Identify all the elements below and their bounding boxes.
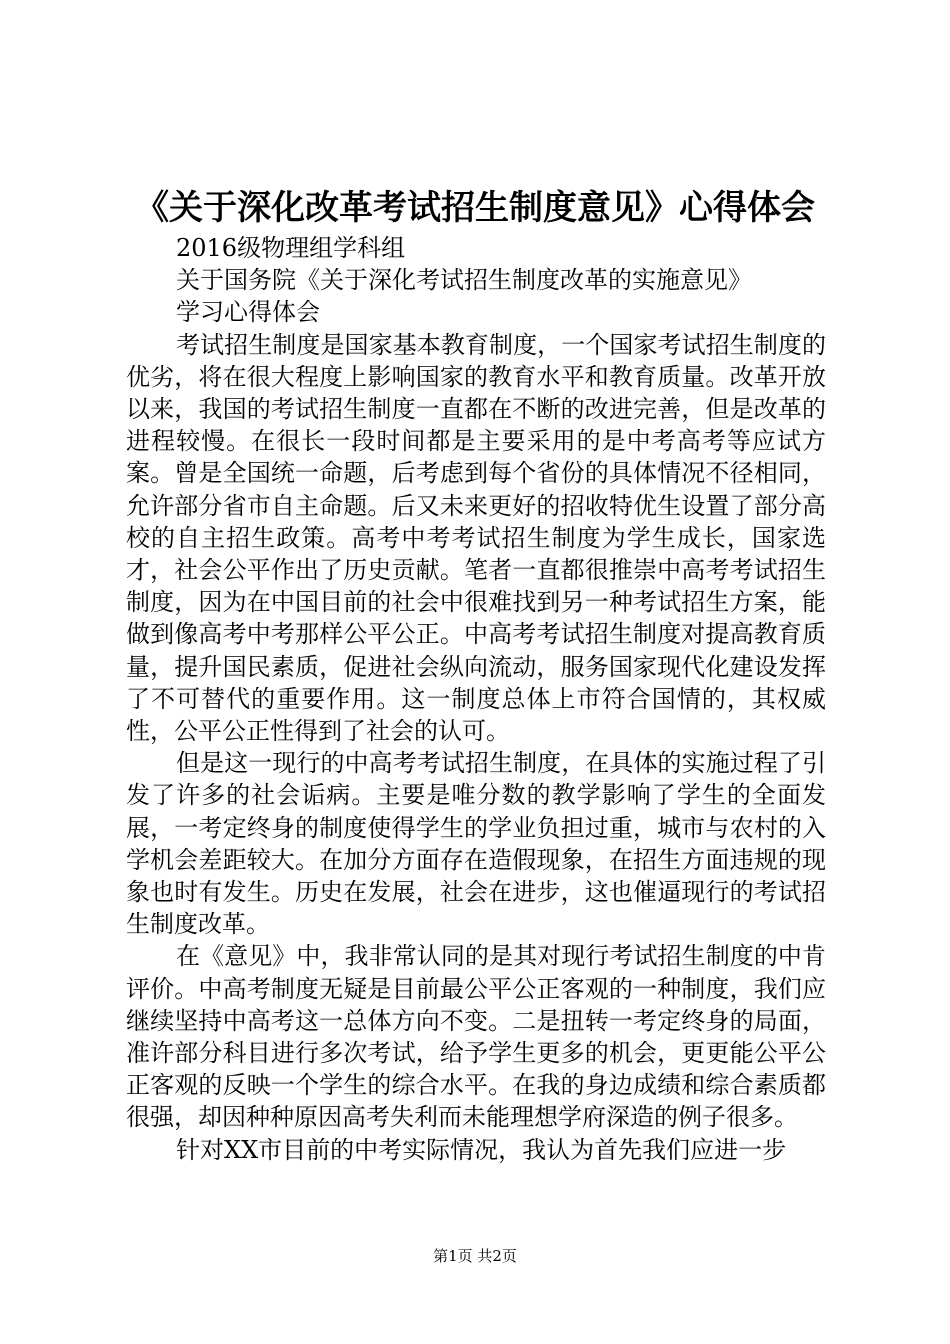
paragraph: 在《意见》中，我非常认同的是其对现行考试招生制度的中肯评价。中高考制度无疑是目前最公平公正客观的一种制度，我们应继续坚持中高考这一总体方向不变。二是扭转一考定终身的局面，准许部分科目进行多次考试，给予学生更多的机会，更更能公平公正客观的反映一个学生的综合水平。在我的身边成绩和综合素质都很强，却因种种原因高考失利而未能理想学府深造的例子很多。 (126, 942, 826, 1132)
subject-line: 关于国务院《关于深化考试招生制度改革的实施意见》 (176, 266, 752, 295)
paragraph: 针对XX市目前的中考实际情况，我认为首先我们应进一步 (176, 1135, 787, 1164)
page-footer: 第1页 共2页 (433, 1247, 517, 1265)
document-body (126, 232, 826, 1166)
document-title: 《关于深化改革考试招生制度意见》心得体会 (135, 188, 815, 228)
paragraph: 考试招生制度是国家基本教育制度，一个国家考试招生制度的优劣，将在很大程度上影响国家的教育水平和教育质量。改革开放以来，我国的考试招生制度一直都在不断的改进完善，但是改革的进程较慢。在很长一段时间都是主要采用的是中考高考等应试方案。曾是全国统一命题，后考虑到每个省份的具体情况不径相同，允许部分省市自主命题。后又未来更好的招收特优生设置了部分高校的自主招生政策。高考中考考试招生制度为学生成长，国家选才，社会公平作出了历史贡献。笔者一直都很推崇中高考考试招生制度，因为在中国目前的社会中很难找到另一种考试招生方案，能做到像高考中考那样公平公正。中高考考试招生制度对提高教育质量，提升国民素质，促进社会纵向流动，服务国家现代化建设发挥了不可替代的重要作用。这一制度总体上市符合国情的，其权威性，公平公正性得到了社会的认可。 (126, 330, 826, 746)
paragraph: 但是这一现行的中高考考试招生制度，在具体的实施过程了引发了许多的社会诟病。主要是唯分数的教学影响了学生的全面发展，一考定终身的制度使得学生的学业负担过重，城市与农村的入学机会差距较大。在加分方面存在造假现象，在招生方面违规的现象也时有发生。历史在发展，社会在进步，这也催逼现行的考试招生制度改革。 (126, 749, 826, 939)
author-line: 2016级物理组学科组 (176, 234, 406, 262)
heading-line: 学习心得体会 (176, 298, 320, 327)
